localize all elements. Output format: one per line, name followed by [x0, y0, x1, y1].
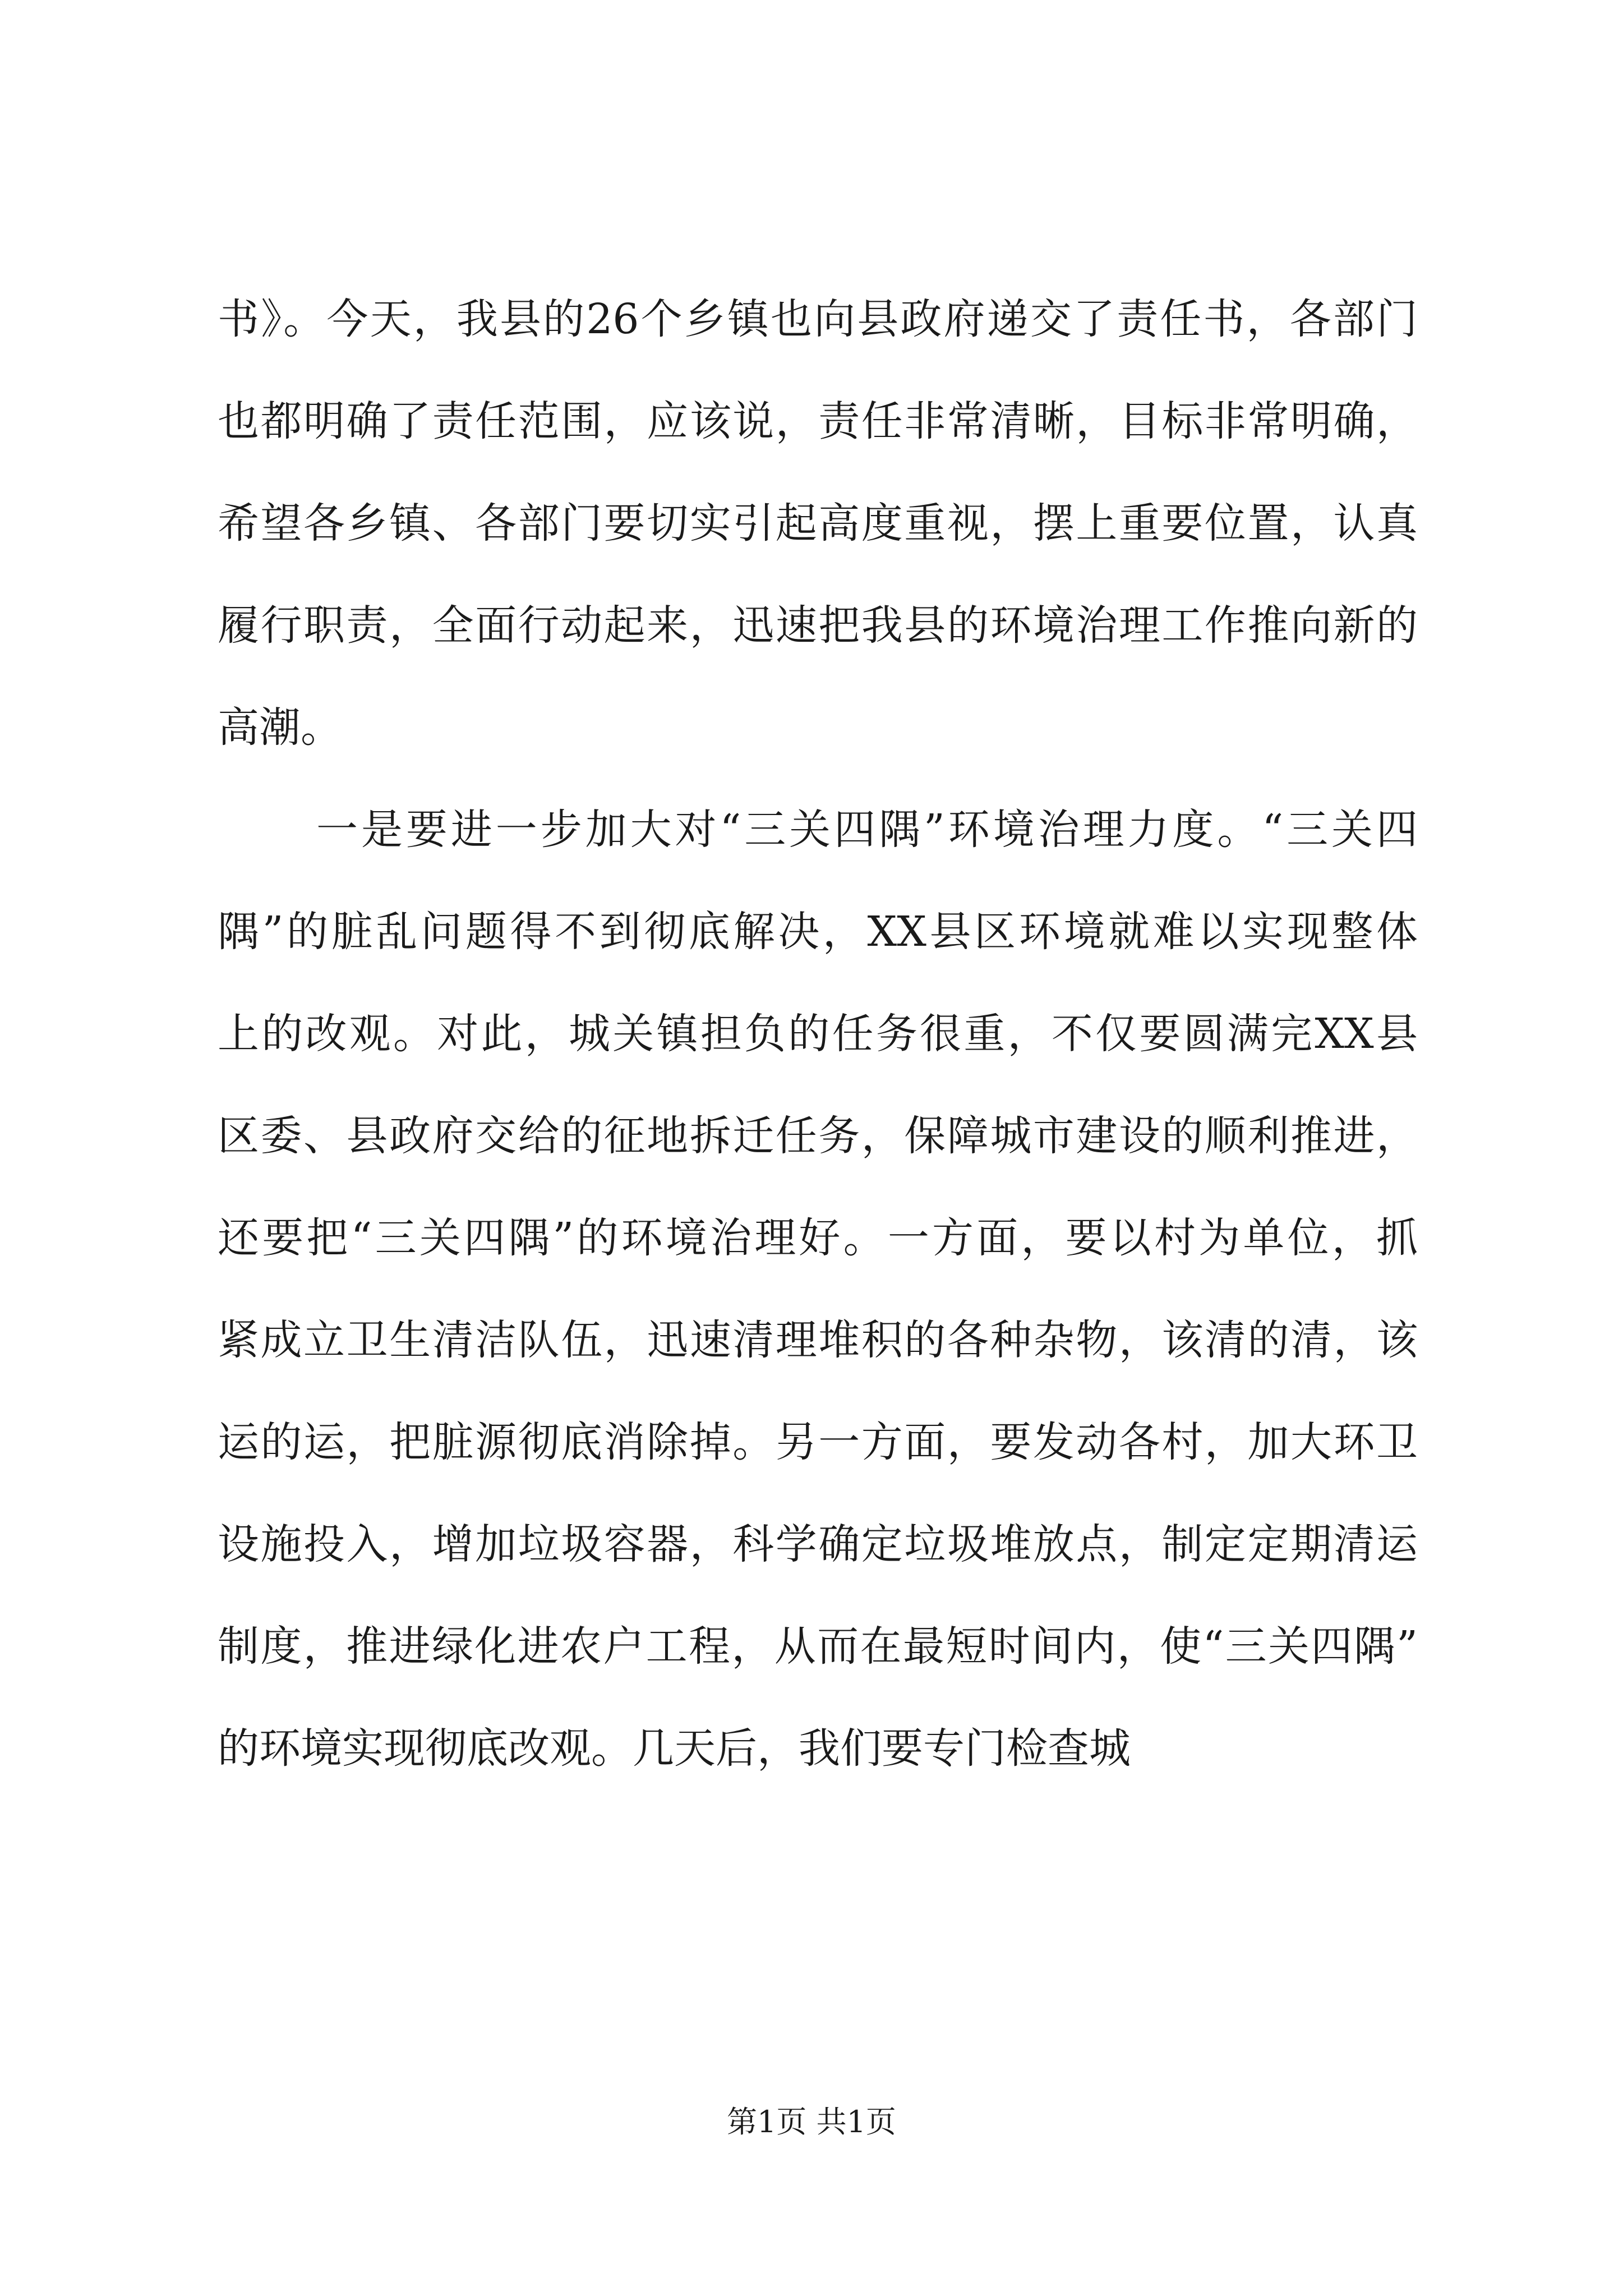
text-line: 区委、县政府交给的征地拆迁任务，保障城市建设的顺利推进，	[218, 1112, 1418, 1160]
text-line: 上的改观。对此，城关镇担负的任务很重，不仅要圆满完XX县	[218, 1010, 1418, 1058]
text-line: 的环境实现彻底改观。几天后，我们要专门检查城	[218, 1724, 1131, 1773]
text-line: 运的运，把脏源彻底消除掉。另一方面，要发动各村，加大环卫	[218, 1418, 1418, 1466]
text-line: 书》。今天，我县的26个乡镇也向县政府递交了责任书，各部门	[218, 295, 1418, 343]
text-line: 也都明确了责任范围，应该说，责任非常清晰，目标非常明确，	[218, 397, 1418, 445]
text-line: 还要把“三关四隅”的环境治理好。一方面，要以村为单位，抓	[218, 1214, 1418, 1262]
paragraph-2	[218, 779, 1418, 1800]
text-line: 制度，推进绿化进农户工程，从而在最短时间内，使“三关四隅”	[218, 1622, 1418, 1671]
text-line: 一是要进一步加大对“三关四隅”环境治理力度。“三关四	[316, 806, 1418, 854]
text-line: 隅”的脏乱问题得不到彻底解决，XX县区环境就难以实现整体	[218, 908, 1418, 956]
paragraph-1	[218, 268, 1418, 779]
body-text	[218, 268, 1418, 1800]
page-number-label: 第1页 共1页	[727, 2104, 896, 2139]
text-line: 设施投入，增加垃圾容器，科学确定垃圾堆放点，制定定期清运	[218, 1520, 1418, 1568]
page-footer	[0, 2102, 1623, 2142]
text-line: 希望各乡镇、各部门要切实引起高度重视，摆上重要位置，认真	[218, 499, 1418, 547]
text-line: 高潮。	[218, 703, 342, 752]
text-line: 履行职责，全面行动起来，迅速把我县的环境治理工作推向新的	[218, 601, 1418, 650]
text-line: 紧成立卫生清洁队伍，迅速清理堆积的各种杂物，该清的清，该	[218, 1316, 1418, 1364]
